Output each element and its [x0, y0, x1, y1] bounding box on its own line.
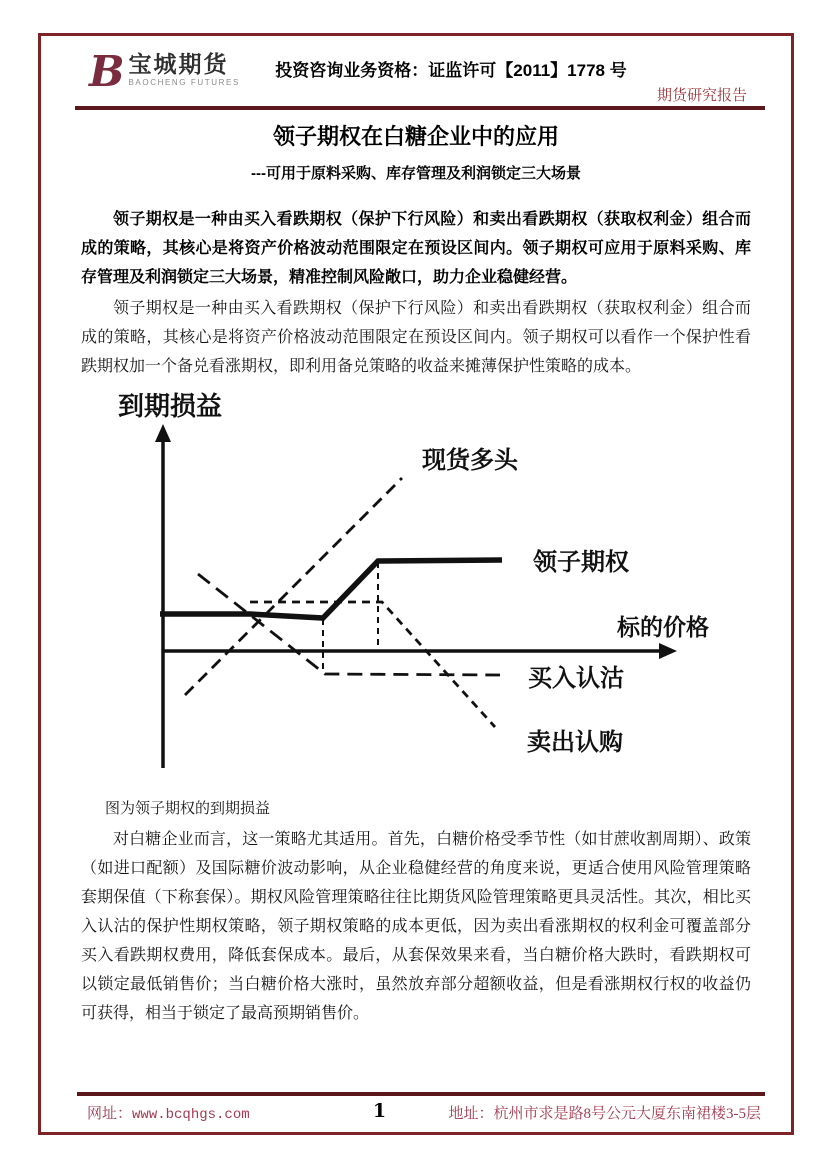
svg-text:标的价格: 标的价格 — [617, 614, 709, 640]
report-type-label: 期货研究报告 — [656, 88, 747, 104]
logo-name-en: BAOCHENG FUTURES — [128, 78, 240, 87]
page-title: 领子期权在白糖企业中的应用 — [272, 124, 559, 149]
website-url: www.bcqhgs.com — [132, 1107, 250, 1123]
svg-text:买入认沽: 买入认沽 — [528, 665, 624, 692]
page-number: 1 — [372, 1100, 387, 1122]
svg-text:到期损益: 到期损益 — [118, 391, 223, 421]
summary-paragraph: 领子期权是一种由买入看跌期权（保护下行风险）和卖出看跌期权（获取权利金）组合而成的策略，其核心是将资产价格波动范围限定在预设区间内。领子期权可应用于原料采购、库存管理及利润锁定三大场景，精准控制风险敞口，助力企业稳健经营。 — [81, 211, 751, 286]
payoff-figure — [81, 390, 791, 795]
body-paragraph-1: 领子期权是一种由买入看跌期权（保护下行风险）和卖出看跌期权（获取权利金）组合而成的策略，其核心是将资产价格波动范围限定在预设区间内。领子期权可以看作一个保护性看跌期权加一个备兑看涨期权，即利用备兑策略的收益来摊薄保护性策略的成本。 — [81, 300, 751, 375]
logo-name-cn: 宝城期货 — [128, 52, 229, 77]
qualification-text: 投资咨询业务资格：证监许可【2011】1778 号 — [275, 61, 627, 80]
svg-text:卖出认购: 卖出认购 — [527, 729, 623, 756]
figure-caption: 图为领子期权的到期损益 — [105, 801, 271, 817]
payoff-figure-svg — [81, 390, 741, 790]
logo-b-mark: B — [89, 47, 125, 96]
footer-divider — [77, 1092, 765, 1096]
svg-text:现货多头: 现货多头 — [422, 447, 518, 474]
svg-text:领子期权: 领子期权 — [533, 549, 629, 576]
report-header — [41, 36, 791, 106]
website-text — [87, 1102, 250, 1123]
report-footer — [77, 1098, 765, 1124]
page-subtitle: ---可用于原料采购、库存管理及利润锁定三大场景 — [251, 165, 581, 182]
header-divider — [75, 106, 765, 110]
body-paragraph-2: 对白糖企业而言，这一策略尤其适用。首先，白糖价格受季节性（如甘蔗收割周期）、政策（如进口配额）及国际糖价波动影响，从企业稳健经营的角度来说，更适合使用风险管理策略套期保值（下称套保）。期权风险管理策略往往比期货风险管理策略更具灵活性。其次，相比买入认沽的保护性期权策略，领子期权策略的成本更低，因为卖出看涨期权的权利金可覆盖部分买入看跌期权费用，降低套保成本。最后，从套保效果来看，当白糖价格大跌时，看跌期权可以锁定最低销售价；当白糖价格大涨时，虽然放弃部分超额收益，但是看涨期权行权的收益仍可获得，相当于锁定了最高预期销售价。 — [81, 831, 751, 1022]
website-label: 网址： — [87, 1106, 133, 1122]
address-text: 地址：杭州市求是路8号公元大厦东南裙楼3-5层 — [448, 1106, 761, 1122]
report-page — [38, 33, 794, 1135]
